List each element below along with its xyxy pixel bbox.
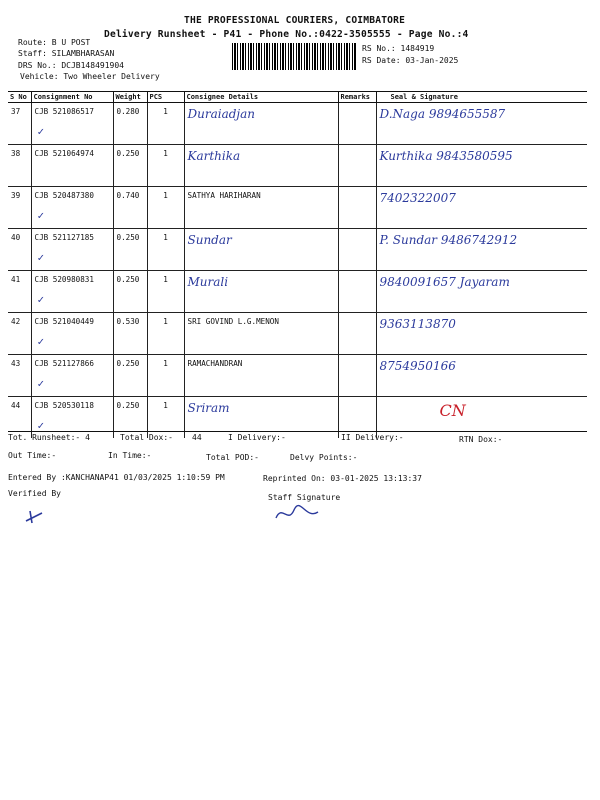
- in-time-label: In Time:-: [108, 451, 152, 460]
- pcs-cell: 1: [147, 187, 184, 229]
- remarks-cell: [338, 187, 376, 229]
- pcs-cell: 1: [147, 313, 184, 355]
- weight-cell: 0.250: [113, 145, 147, 187]
- total-dox-label: Total Dox:-: [120, 433, 173, 442]
- col-header-consignment: Consignment No: [31, 92, 113, 103]
- runsheet-table: [8, 91, 587, 438]
- weight-cell: 0.250: [113, 229, 147, 271]
- signature-cell: [376, 313, 587, 355]
- consignment-cell: CJB 521040449 ✓: [31, 313, 113, 355]
- remarks-cell: [338, 103, 376, 145]
- staff-signature-label: Staff Signature: [268, 493, 341, 502]
- table-bottom-border: [8, 431, 587, 432]
- pcs-cell: 1: [147, 229, 184, 271]
- consignee-cell: [184, 145, 338, 187]
- signature-cell: [376, 229, 587, 271]
- remarks-cell: [338, 229, 376, 271]
- rtn-dox-label: RTN Dox:-: [459, 435, 503, 444]
- pcs-cell: 1: [147, 397, 184, 439]
- weight-cell: 0.740: [113, 187, 147, 229]
- sno-cell: 43: [8, 355, 31, 397]
- handwritten-signature: Kurthika 9843580595: [379, 149, 513, 163]
- check-mark-icon: ✓: [37, 125, 45, 138]
- rs-date: RS Date: 03-Jan-2025: [362, 56, 459, 65]
- pcs-cell: 1: [147, 271, 184, 313]
- pcs-cell: 1: [147, 145, 184, 187]
- check-mark-icon: ✓: [37, 209, 45, 222]
- weight-cell: 0.250: [113, 271, 147, 313]
- verified-by-label: Verified By: [8, 489, 61, 498]
- consignee-cell: [184, 103, 338, 145]
- out-time-label: Out Time:-: [8, 451, 57, 460]
- pcs-cell: 1: [147, 103, 184, 145]
- remarks-cell: [338, 355, 376, 397]
- signature-cell: [376, 271, 587, 313]
- table-row: [8, 355, 587, 397]
- table-row: [8, 229, 587, 271]
- consignee-cell: SATHYA HARIHARAN: [184, 187, 338, 229]
- handwritten-signature: D.Naga 9894655587: [379, 107, 506, 121]
- pcs-cell: 1: [147, 355, 184, 397]
- col-header-consignee: Consignee Details: [184, 92, 338, 103]
- consignment-cell: CJB 520980831 ✓: [31, 271, 113, 313]
- col-header-pcs: PCS: [147, 92, 184, 103]
- reprinted-on: Reprinted On: 03-01-2025 13:13:37: [263, 474, 422, 483]
- col-header-weight: Weight: [113, 92, 147, 103]
- table-row: [8, 271, 587, 313]
- consignment-cell: CJB 520530118 ✓: [31, 397, 113, 439]
- handwritten-name: Sriram: [187, 401, 230, 415]
- handwritten-name: Duraiadjan: [187, 107, 256, 121]
- col-header-sno: S No: [8, 92, 31, 103]
- barcode-image: [232, 43, 356, 70]
- verified-initial-mark: [22, 507, 50, 527]
- entered-by: Entered By :KANCHANAP41 01/03/2025 1:10:59 PM: [8, 473, 225, 482]
- table-header-row: [8, 92, 587, 103]
- handwritten-name: Murali: [187, 275, 229, 289]
- ii-delivery-label: II Delivery:-: [341, 433, 404, 442]
- handwritten-name: Sundar: [187, 233, 232, 247]
- consignee-cell: SRI GOVIND L.G.MENON: [184, 313, 338, 355]
- consignment-cell: CJB 521127866 ✓: [31, 355, 113, 397]
- runsheet-title: Delivery Runsheet - P41 - Phone No.:0422-3505555 - Page No.:4: [104, 29, 469, 40]
- consignment-cell: CJB 521086517 ✓: [31, 103, 113, 145]
- signature-cell: [376, 187, 587, 229]
- table-row: [8, 313, 587, 355]
- weight-cell: 0.530: [113, 313, 147, 355]
- check-mark-icon: ✓: [37, 419, 45, 432]
- consignment-cell: CJB 521127185 ✓: [31, 229, 113, 271]
- rs-number: RS No.: 1484919: [362, 44, 435, 53]
- weight-cell: 0.250: [113, 397, 147, 439]
- col-header-seal-signature: Seal & Signature: [376, 92, 587, 103]
- staff-signature-scribble: [272, 500, 322, 526]
- tot-runsheet: Tot. Runsheet:- 4: [8, 433, 90, 442]
- check-mark-icon: ✓: [37, 293, 45, 306]
- handwritten-signature: 8754950166: [379, 359, 456, 373]
- remarks-cell: [338, 271, 376, 313]
- consignee-cell: RAMACHANDRAN: [184, 355, 338, 397]
- check-mark-icon: ✓: [37, 335, 45, 348]
- col-header-remarks: Remarks: [338, 92, 376, 103]
- consignment-cell: CJB 521064974: [31, 145, 113, 187]
- table-row: [8, 145, 587, 187]
- i-delivery-label: I Delivery:-: [228, 433, 286, 442]
- total-pod-label: Total POD:-: [206, 453, 259, 462]
- table-row: [8, 187, 587, 229]
- weight-cell: 0.250: [113, 355, 147, 397]
- signature-cell: [376, 103, 587, 145]
- signature-cell: [376, 355, 587, 397]
- sno-cell: 37: [8, 103, 31, 145]
- consignment-cell: CJB 520487380 ✓: [31, 187, 113, 229]
- sno-cell: 41: [8, 271, 31, 313]
- consignee-cell: [184, 229, 338, 271]
- company-name: THE PROFESSIONAL COURIERS, COIMBATORE: [184, 15, 406, 26]
- sno-cell: 40: [8, 229, 31, 271]
- sno-cell: 38: [8, 145, 31, 187]
- delvy-points-label: Delvy Points:-: [290, 453, 358, 462]
- check-mark-icon: ✓: [37, 377, 45, 390]
- route-label: Route: B U POST: [18, 38, 91, 47]
- handwritten-signature: CN: [439, 401, 466, 420]
- handwritten-signature: 9840091657 Jayaram: [379, 275, 510, 289]
- handwritten-signature: 7402322007: [379, 191, 456, 205]
- total-dox-value: 44: [192, 433, 202, 442]
- vehicle-label: Vehicle: Two Wheeler Delivery: [20, 72, 160, 81]
- signature-cell: [376, 145, 587, 187]
- remarks-cell: [338, 313, 376, 355]
- sno-cell: 44: [11, 401, 21, 410]
- remarks-cell: [338, 145, 376, 187]
- drs-number: DRS No.: DCJB148491904: [18, 61, 124, 70]
- sno-cell: 39: [8, 187, 31, 229]
- staff-label: Staff: SILAMBHARASAN: [18, 49, 115, 58]
- handwritten-signature: 9363113870: [379, 317, 456, 331]
- weight-cell: 0.280: [113, 103, 147, 145]
- sno-cell: 42: [8, 313, 31, 355]
- table-row: [8, 103, 587, 145]
- handwritten-signature: P. Sundar 9486742912: [379, 233, 518, 247]
- check-mark-icon: ✓: [37, 251, 45, 264]
- handwritten-name: Karthika: [187, 149, 241, 163]
- consignee-cell: [184, 271, 338, 313]
